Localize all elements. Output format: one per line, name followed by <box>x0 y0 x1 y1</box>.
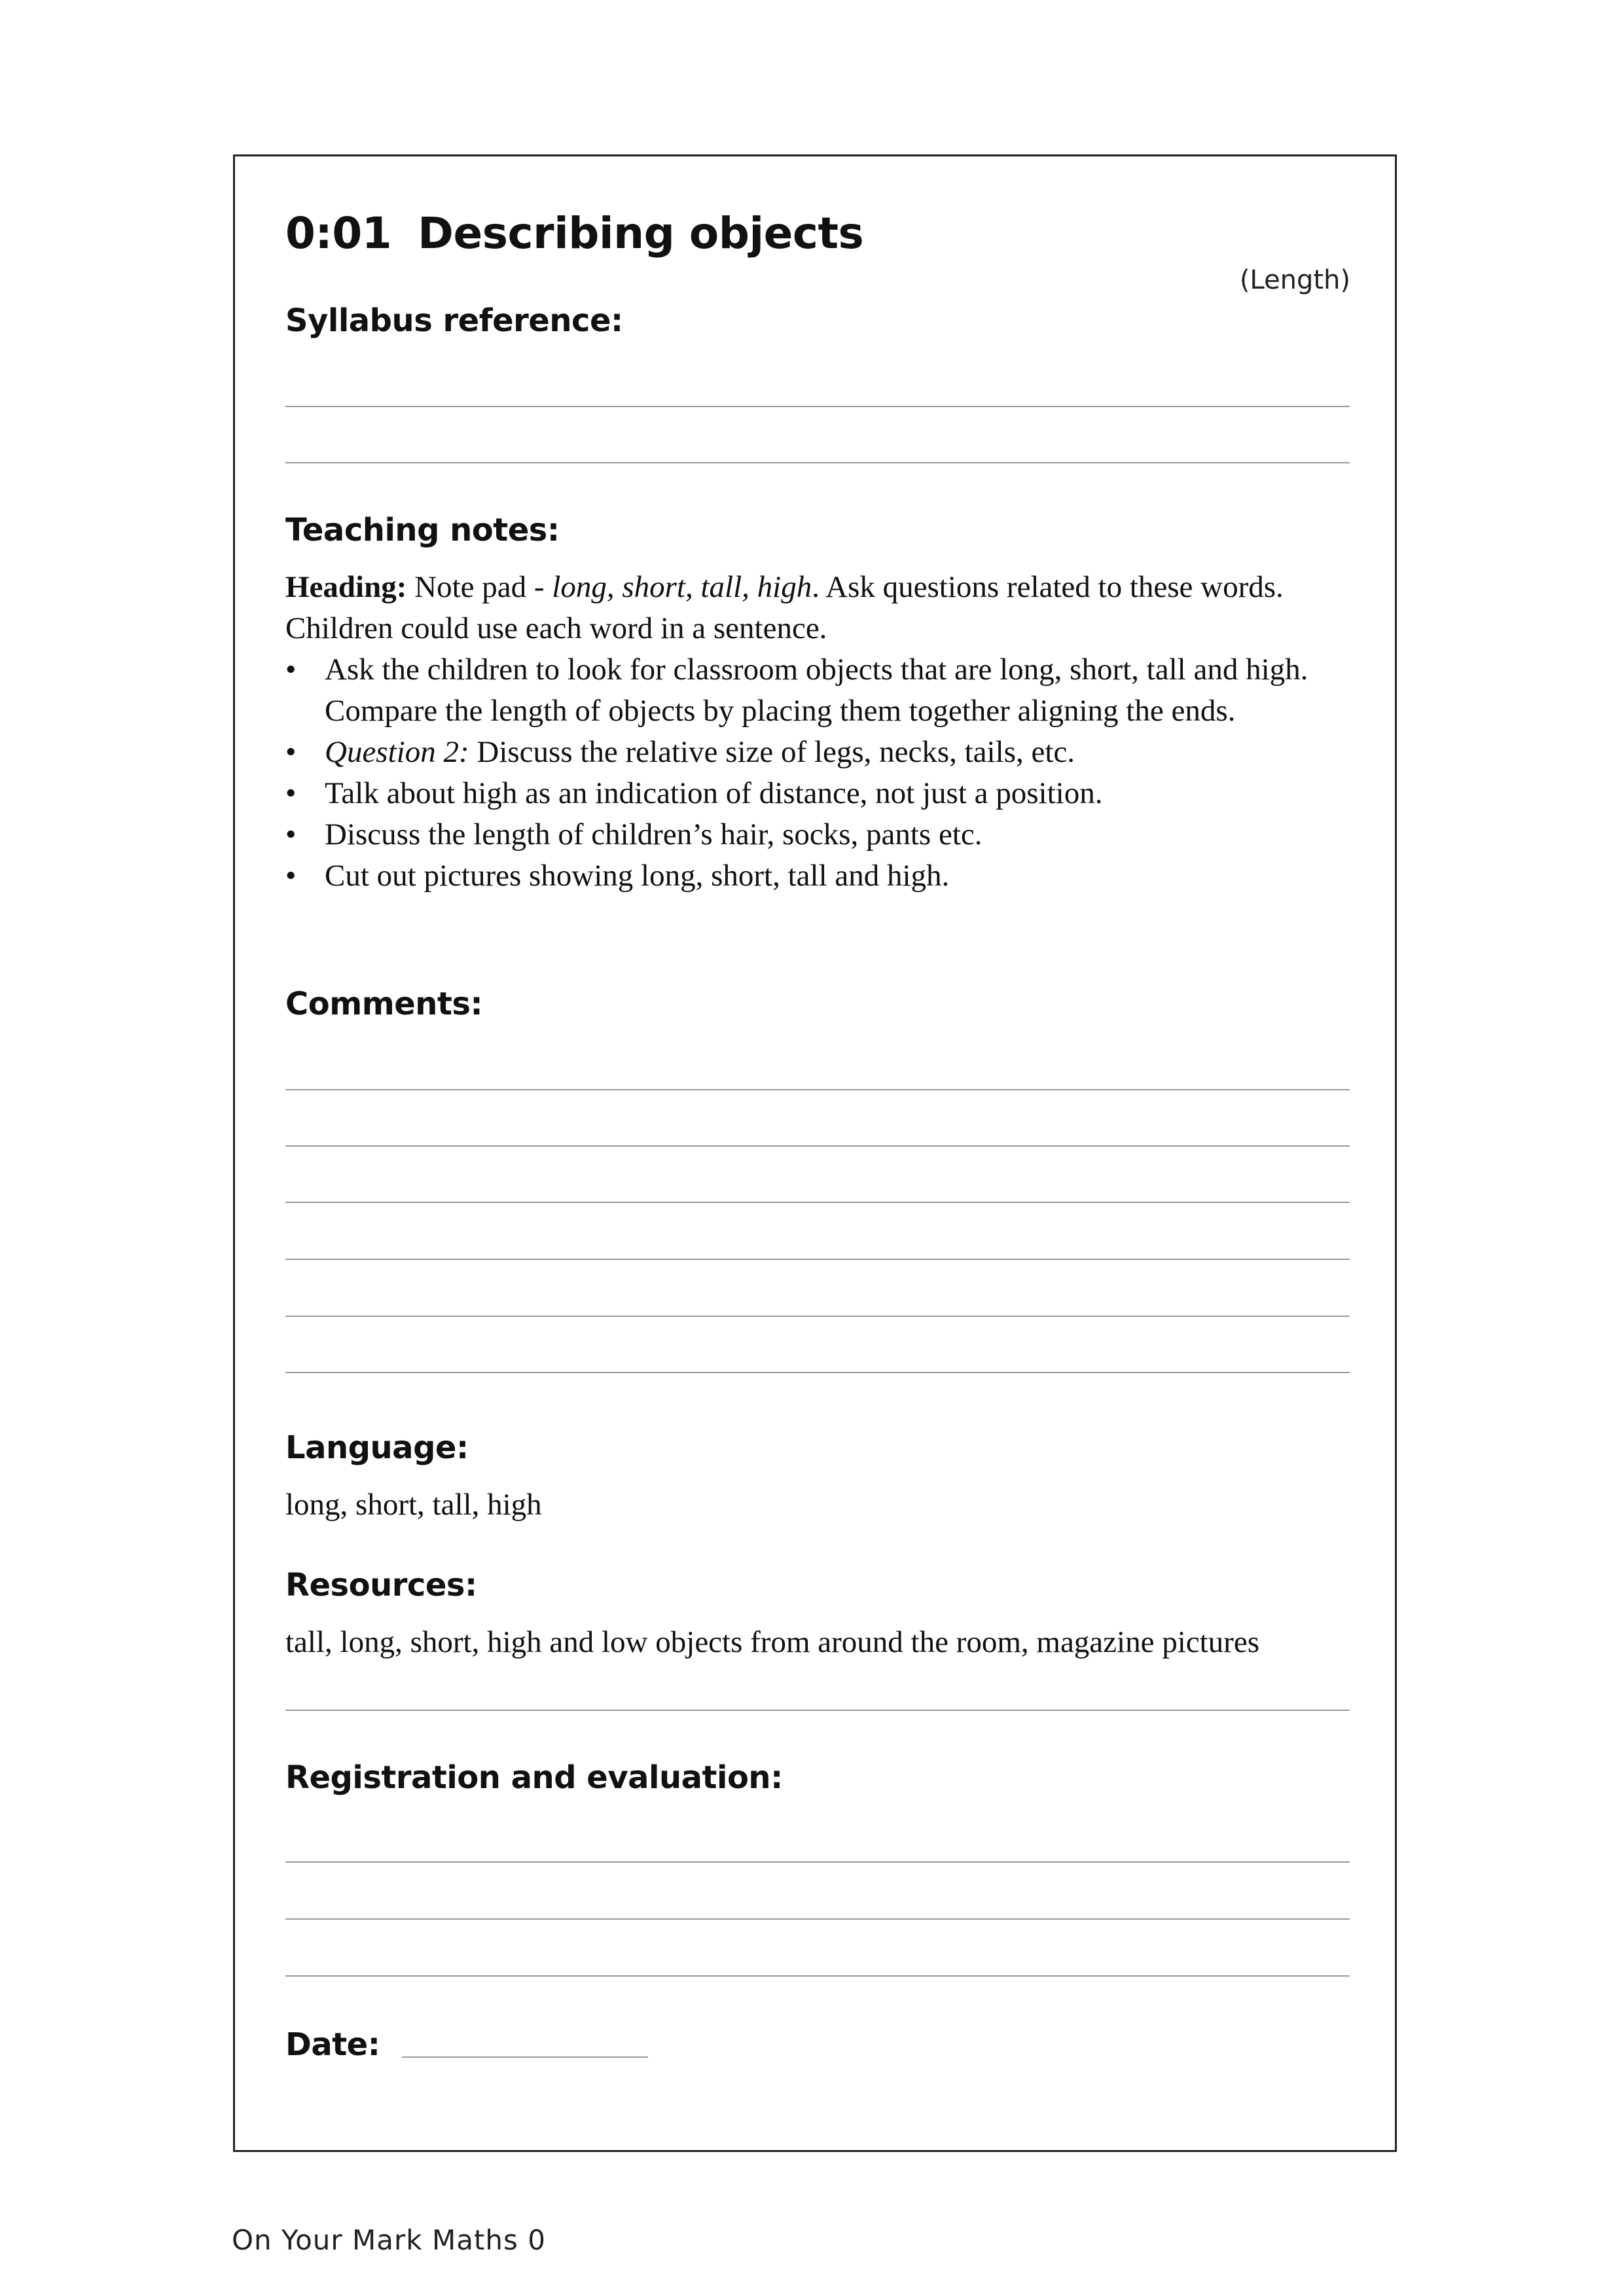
teaching-bullet-list <box>285 649 1359 897</box>
registration-line-2 <box>285 1918 1350 1920</box>
teaching-bullet <box>285 814 1359 855</box>
registration-line-1 <box>285 1861 1350 1863</box>
date-field-line[interactable] <box>402 2056 648 2058</box>
bullet-text: Cut out pictures showing long, short, tall and high. <box>325 859 950 893</box>
resources-text: tall, long, short, high and low objects from around the room, magazine pictures <box>285 1625 1259 1659</box>
comments-line-4 <box>285 1259 1350 1260</box>
registration-label: Registration and evaluation: <box>285 1759 783 1796</box>
registration-line-3 <box>285 1975 1350 1977</box>
syllabus-line-1 <box>285 406 1350 407</box>
heading-words: long, short, tall, high <box>552 570 812 604</box>
bullet-glyph: • <box>285 776 297 810</box>
resources-line <box>285 1710 1350 1711</box>
language-label: Language: <box>285 1429 469 1466</box>
lesson-code: 0:01 <box>285 208 392 259</box>
bullet-glyph: • <box>285 735 297 769</box>
date-label: Date: <box>285 2026 380 2063</box>
bullet-text: Discuss the length of children’s hair, socks, pants etc. <box>325 817 983 852</box>
teaching-notes-body <box>285 567 1359 897</box>
worksheet-frame <box>233 154 1397 2152</box>
bullet-glyph: • <box>285 859 297 893</box>
comments-label: Comments: <box>285 986 483 1022</box>
page-title <box>285 208 863 259</box>
heading-intro: Note pad - <box>406 570 552 604</box>
teaching-notes-label: Teaching notes: <box>285 512 560 548</box>
bullet-glyph: • <box>285 817 297 852</box>
teaching-bullet <box>285 732 1359 773</box>
comments-line-5 <box>285 1316 1350 1317</box>
resources-label: Resources: <box>285 1567 477 1604</box>
topic-label: (Length) <box>1239 265 1350 295</box>
teaching-bullet <box>285 855 1359 897</box>
bullet-text: Ask the children to look for classroom objects that are long, short, tall and high. Compare the length of objects by placing them together aligning the ends. <box>325 653 1308 728</box>
footer-text: On Your Mark Maths 0 <box>232 2224 546 2256</box>
bullet-text: Talk about high as an indication of distance, not just a position. <box>325 776 1103 810</box>
bullet-prefix: Question 2: <box>325 735 469 769</box>
teaching-bullet <box>285 649 1359 732</box>
heading-rest: . Ask questions related to these words. Children could use each word in a sentence. <box>285 570 1284 645</box>
lesson-title: Describing objects <box>418 208 864 259</box>
comments-line-1 <box>285 1089 1350 1090</box>
teaching-heading-paragraph <box>285 567 1359 649</box>
comments-line-3 <box>285 1202 1350 1203</box>
teaching-bullet <box>285 773 1359 814</box>
syllabus-reference-label: Syllabus reference: <box>285 302 623 339</box>
bullet-glyph: • <box>285 653 297 687</box>
heading-label: Heading: <box>285 570 407 604</box>
comments-line-2 <box>285 1145 1350 1147</box>
bullet-text: Discuss the relative size of legs, necks, tails, etc. <box>469 735 1075 769</box>
syllabus-line-2 <box>285 462 1350 463</box>
language-text: long, short, tall, high <box>285 1488 542 1522</box>
comments-line-6 <box>285 1372 1350 1373</box>
